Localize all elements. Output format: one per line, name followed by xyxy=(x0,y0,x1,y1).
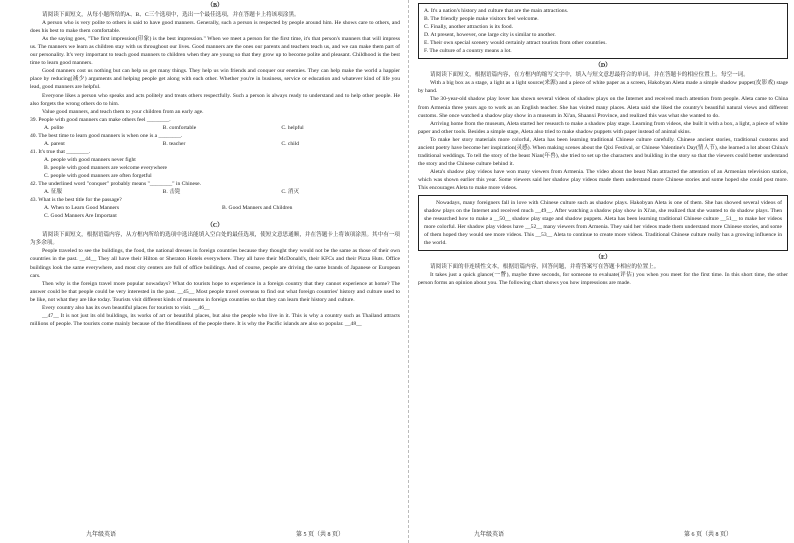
footer-page-number: 第 5 页（共 8 页） xyxy=(295,531,344,538)
section-e-title: （E） xyxy=(594,255,611,262)
options xyxy=(30,124,400,132)
section-d-paragraph: Arriving home from the museum, Aleta started her research to make a shadow play stage. Learning from videos, she built it with a box, a light, a piece of white paper and other tools. Besides a simple stage, Aleta also tried to make shadow puppets with paper instead of animal skins. xyxy=(418,120,788,135)
option: C. 消灭 xyxy=(281,189,300,196)
section-c-paragraph: People traveled to see the buildings, the food, the national dresses in foreign countries because they thought they would not be the same as those of their own countries in the past. __44__ They all have their Hilton or Sheraton Hotels everywhere. They all have their McDonald's, their KFCs and their Pizza Huts. Office buildings look the same everywhere, and most city centers are full of office buildings. And of course, people are driving the same brands of Japanese or European cars. xyxy=(30,248,400,279)
page-fold-divider xyxy=(408,0,409,543)
question-42 xyxy=(30,180,400,196)
section-b-paragraph: As the saying goes, "The first impression(印象) is the best impression." When we meet a person for the first time, it's that person's manners that will impress us. The manners we learn as children stay with us throughout our lives. Good manners are the ones our parents and teachers teach us, and we can make them part of our personality. It's very important to teach good manners to children when they are young so that they grow up to become polite and pleasant. Childhood is the best time to learn good manners. xyxy=(30,36,400,67)
question-43 xyxy=(30,196,400,220)
options xyxy=(30,188,400,196)
options-box xyxy=(418,3,788,59)
section-d-paragraph: With a big box as a stage, a light as a light source(来源) and a piece of white paper as a screen, Hakobyan Aleta made a simple shadow puppet(皮影戏) stage by hand. xyxy=(418,80,788,95)
section-e-instruction: 请阅读下面的非连续性文本，根据语篇内容，回答问题，并将答案写在答题卡相应的位置上。 xyxy=(430,264,660,271)
box-option: D. At present, however, one large city is similar to another. xyxy=(424,32,556,39)
option: A. people with good manners never fight xyxy=(44,156,136,163)
section-e-paragraph: It takes just a quick glance(一瞥), maybe three seconds, for someone to evaluate(评估) you when you meet for the first time. In this short time, the other person forms an opinion about you. The following chart shows you how impressions are made. xyxy=(418,272,788,287)
option: C. helpful xyxy=(281,124,304,131)
option: A. parent xyxy=(44,140,65,147)
section-c-paragraph: Every country also has its own beautiful places for tourists to visit. __46__ xyxy=(42,304,210,311)
right-page xyxy=(418,0,788,543)
option: B. people with good manners are welcome everywhere xyxy=(44,164,168,171)
section-d-instruction: 请阅读下面短文，根据语篇内容，在方框内的缩写文字中，填入与短文意思最符合的单词，并在答题卡的相应位置上。每空一词。 xyxy=(430,72,749,79)
box-option: A. It's a nation's history and culture that are the main attractions. xyxy=(424,8,569,14)
question-41 xyxy=(30,148,400,180)
footer-subject: 九年级英语 xyxy=(86,531,117,538)
section-c-title: （C） xyxy=(206,223,224,230)
options xyxy=(30,204,400,212)
box-option: E. Their own special scenery would certainly attract tourists from other countries. xyxy=(424,40,607,47)
summary-text: Nowadays, many foreigners fall in love with Chinese culture such as shadow plays. Hakobyan Aleta is one of them. She has showed several videos of shadow plays on the Internet and received much __49__. After watching a shadow play show in Xi'an, she realized that she wanted to do shadow plays. Then she researched how to make a __50__ shadow play stage and shadow puppets. Aleta has been learning traditional Chinese culture __51__ to make her videos more colorful. Her shadow play videos have __52__ many viewers from Armenia. They said her videos made them understand more Chinese stories, and some of them hoped they would see more videos. This __53__ Aleta to continue to create more videos. Traditional Chinese culture really has a growing influence in the world. xyxy=(424,200,782,247)
section-c-paragraph: __47__ It is not just its old buildings, its works of art or beautiful places, but also the people who live in it. This is why a country such as Thailand attracts millions of people. The tourists come mainly because of the friendliness of the people there. It is why the Pacific islands are also so popular. __48__ xyxy=(30,312,400,327)
option: A. polite xyxy=(44,124,64,131)
section-d-paragraph: Aleta's shadow play videos have won many viewers from Armenia. The video about the beast Nian attracted the attention of an Armenian television station, which was shown earlier this year. Some viewers said her shadow play videos made them understand more Chinese stories and some hoped she could post more. This encourages Aleta to make more videos. xyxy=(418,168,788,191)
section-b-title: （B） xyxy=(206,3,223,9)
option: A. 征服 xyxy=(44,189,63,196)
question-stem: 41. It's true that ________. xyxy=(30,148,91,155)
options xyxy=(30,140,400,148)
option: A. When to Learn Good Manners xyxy=(44,205,120,212)
option: B. teacher xyxy=(162,140,186,147)
section-b-paragraph: Good manners cost us nothing but can help us get many things. They help us win friends and conquer our enemies. They can help make the world a happier place by reducing(减少) arguments and helping people get along with each other. Whether you're in business, service or education and whatever kind of life you lead, good manners are helpful. xyxy=(30,68,400,91)
question-stem: 43. What is the best title for the passage? xyxy=(30,197,122,204)
section-c-paragraph: Then why is the foreign travel more popular nowadays? What do tourists hope to experience in a foreign country that they cannot experience at home? The answer could be that people could be very interested in the past. __45__ Most people travel overseas to find out what foreign countries' history and culture used to be like, not what they are like today. Tourists visit different kinds of museums in foreign countries so that they can learn their history and culture. xyxy=(30,280,400,303)
question-stem: 42. The underlined word "conquer" probably means "________" in Chinese. xyxy=(30,181,202,188)
right-footer xyxy=(418,531,788,539)
box-option: C. Finally, another attraction is its food. xyxy=(424,24,513,31)
summary-box xyxy=(418,195,788,251)
left-page xyxy=(30,0,400,543)
box-option: F. The culture of a country means a lot. xyxy=(424,48,512,55)
option: C. Good Manners Are Important xyxy=(44,213,117,220)
question-39 xyxy=(30,116,400,132)
option: B. 击毙 xyxy=(162,189,181,196)
option: B. comfortable xyxy=(162,124,197,131)
left-footer xyxy=(30,531,400,539)
question-stem: 39. People with good manners can make others feel ________. xyxy=(30,116,171,123)
section-d-paragraph: The 30-year-old shadow play lover has shown several videos of shadow plays on the Internet and received much attention from people. Aleta came to China from Armenia three years ago to work as an English teacher. She has visited many places. Aleta said she liked the country's beautiful natural views and different customs. She once watched a shadow play show in a museum in Xi'an, Shaanxi Province, and realized this was what she wanted to do. xyxy=(418,96,788,119)
question-40 xyxy=(30,132,400,148)
option: C. child xyxy=(281,140,300,147)
question-stem: 40. The best time to learn good manners is when one is a ________. xyxy=(30,132,183,139)
option: B. Good Manners and Children xyxy=(222,205,293,212)
section-d-paragraph: To make her story materials more colorful, Aleta has been learning traditional Chinese culture carefully. Chinese ancient stories, traditional customs and ancient poetry have become her inspiration(灵感). When making scenes about the Qixi Festival, or Chinese Valentine's Day(情人节), she learned a lot about China's traditional weddings. To tell the story of the beast Nian(年兽), she tried to set up the characters and building in the story so that the viewers could better understand the story and the Chinese culture behind it. xyxy=(418,136,788,167)
footer-page-number: 第 6 页（共 8 页） xyxy=(683,531,732,538)
section-b-instruction: 请阅读下面短文，从每小题所给的A、B、C三个选项中，选出一个最佳选项，并在答题卡上将该项涂黑。 xyxy=(42,12,300,19)
section-c-instruction: 请阅读下面短文，根据语篇内容，从方框内所给的选项中选出能填入空白处的最佳选项，使短文意思通顺，并在答题卡上将该项涂黑。其中有一项为多余项。 xyxy=(30,232,401,247)
section-d-title: （D） xyxy=(594,63,612,70)
box-option: B. The friendly people make visitors feel welcome. xyxy=(424,16,539,23)
section-b-paragraph: Value good manners, and teach them to your children from an early age. xyxy=(42,108,204,115)
option: C. people with good manners are often forgetful xyxy=(44,172,152,179)
section-b-paragraph: A person who is very polite to others is said to have good manners. Generally, such a person is respected by people around him. He shows care to others, and does his best to make them comfortable. xyxy=(30,20,400,35)
footer-subject: 九年级英语 xyxy=(474,531,505,538)
section-b-paragraph: Everyone likes a person who speaks and acts politely and treats others respectfully. Such a person is always ready to understand and to help other people. He also forgets the wrong others do to him. xyxy=(30,92,400,107)
